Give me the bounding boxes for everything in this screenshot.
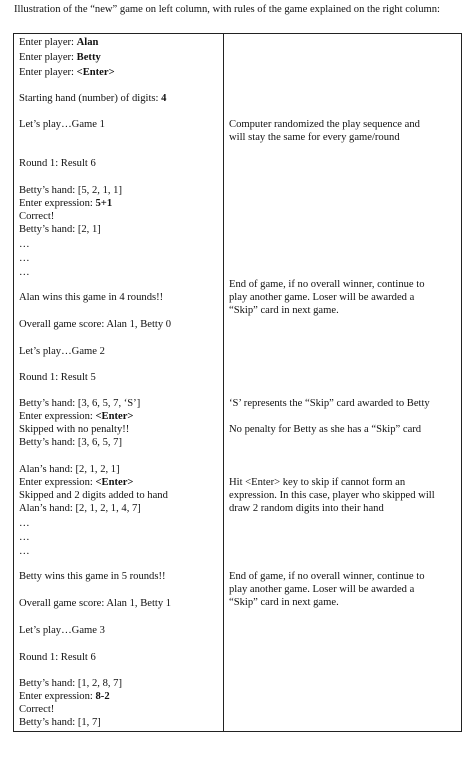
left-line-text: Round 1: Result 5 xyxy=(19,372,96,383)
left-line xyxy=(19,319,171,332)
left-line xyxy=(19,691,110,704)
left-line-text: Correct! xyxy=(19,211,55,222)
left-line xyxy=(19,424,129,437)
left-line xyxy=(19,93,166,106)
left-line-text: … xyxy=(19,518,30,529)
left-line-text: Enter expression: xyxy=(19,198,96,209)
left-line xyxy=(19,398,140,411)
left-line xyxy=(19,346,105,359)
caption: Illustration of the “new” game on left column, with rules of the game explained on the right column: xyxy=(14,4,440,15)
left-line xyxy=(19,198,112,211)
right-line: draw 2 random digits into their hand xyxy=(229,503,384,514)
left-line xyxy=(19,717,101,730)
left-line-text: … xyxy=(19,239,30,250)
left-line-text: Let’s play…Game 3 xyxy=(19,625,105,636)
left-line xyxy=(19,477,133,490)
left-line xyxy=(19,598,171,611)
left-line-text: Alan’s hand: [2, 1, 2, 1] xyxy=(19,464,120,475)
left-line xyxy=(19,253,30,266)
left-line xyxy=(19,185,122,198)
left-line xyxy=(19,704,54,717)
right-line: End of game, if no overall winner, continue to xyxy=(229,571,425,582)
left-line xyxy=(19,652,96,665)
left-line xyxy=(19,546,30,559)
left-line-text: Overall game score: Alan 1, Betty 1 xyxy=(19,598,172,609)
left-line-text: Starting hand (number) of digits: xyxy=(19,93,162,104)
left-line-input: Betty xyxy=(76,52,101,63)
left-line-text: Enter player: xyxy=(19,37,77,48)
left-line-text: Betty’s hand: [1, 7] xyxy=(19,717,101,728)
left-line xyxy=(19,678,122,691)
left-line-text: Overall game score: Alan 1, Betty 0 xyxy=(19,319,172,330)
left-line-input: 5+1 xyxy=(95,198,113,209)
left-line-text: Round 1: Result 6 xyxy=(19,158,96,169)
left-line xyxy=(19,67,115,80)
left-line xyxy=(19,571,166,584)
left-line-text: Let’s play…Game 2 xyxy=(19,346,105,357)
left-line xyxy=(19,503,141,516)
left-line-text: Alan wins this game in 4 rounds!! xyxy=(19,292,164,303)
left-line-input: <Enter> xyxy=(95,477,134,488)
left-line xyxy=(19,224,101,237)
left-line xyxy=(19,267,30,280)
left-line xyxy=(19,292,163,305)
left-line-text: Enter expression: xyxy=(19,477,96,488)
left-line-text: Enter expression: xyxy=(19,691,96,702)
left-line-text: Betty’s hand: [3, 6, 5, 7, ‘S’] xyxy=(19,398,141,409)
left-line-text: Round 1: Result 6 xyxy=(19,652,96,663)
right-line: expression. In this case, player who skipped will xyxy=(229,490,435,501)
left-line-input: <Enter> xyxy=(95,411,134,422)
left-line-text: Betty’s hand: [5, 2, 1, 1] xyxy=(19,185,122,196)
right-line: No penalty for Betty as she has a “Skip” card xyxy=(229,424,422,435)
left-line-text: Enter player: xyxy=(19,67,77,78)
left-line-text: … xyxy=(19,546,30,557)
right-line: Computer randomized the play sequence and xyxy=(229,119,420,130)
left-line-text: … xyxy=(19,253,30,264)
left-line-text: Betty’s hand: [1, 2, 8, 7] xyxy=(19,678,122,689)
left-line-text: Betty’s hand: [3, 6, 5, 7] xyxy=(19,437,122,448)
left-line-text: Betty wins this game in 5 rounds!! xyxy=(19,571,166,582)
left-line xyxy=(19,211,54,224)
left-line-text: … xyxy=(19,532,30,543)
left-line-text: Enter expression: xyxy=(19,411,96,422)
left-line xyxy=(19,52,101,65)
left-line-text: … xyxy=(19,267,30,278)
left-line-text: Alan’s hand: [2, 1, 2, 1, 4, 7] xyxy=(19,503,141,514)
left-line xyxy=(19,490,168,503)
left-line xyxy=(19,158,96,171)
left-line xyxy=(19,119,105,132)
right-line: play another game. Loser will be awarded a xyxy=(229,292,415,303)
left-line-input: Alan xyxy=(76,37,99,48)
game-table xyxy=(13,33,462,732)
column-divider xyxy=(223,34,224,731)
left-line-text: Let’s play…Game 1 xyxy=(19,119,105,130)
right-line: play another game. Loser will be awarded a xyxy=(229,584,415,595)
right-line: Hit <Enter> key to skip if cannot form an xyxy=(229,477,406,488)
left-line-text: Skipped with no penalty!! xyxy=(19,424,130,435)
right-line: ‘S’ represents the “Skip” card awarded to Betty xyxy=(229,398,430,409)
right-line: “Skip” card in next game. xyxy=(229,597,339,608)
left-line xyxy=(19,464,120,477)
left-line xyxy=(19,411,133,424)
left-line xyxy=(19,239,30,252)
left-line-input: 8-2 xyxy=(95,691,110,702)
left-line-text: Correct! xyxy=(19,704,55,715)
left-line-input: 4 xyxy=(161,93,167,104)
left-line xyxy=(19,372,96,385)
right-line: End of game, if no overall winner, continue to xyxy=(229,279,425,290)
right-line: will stay the same for every game/round xyxy=(229,132,400,143)
left-line xyxy=(19,37,98,50)
left-line xyxy=(19,532,30,545)
left-line-input: <Enter> xyxy=(76,67,115,78)
left-line xyxy=(19,518,30,531)
left-line-text: Skipped and 2 digits added to hand xyxy=(19,490,168,501)
left-line-text: Betty’s hand: [2, 1] xyxy=(19,224,101,235)
left-line xyxy=(19,625,105,638)
left-line xyxy=(19,437,122,450)
left-line-text: Enter player: xyxy=(19,52,77,63)
right-line: “Skip” card in next game. xyxy=(229,305,339,316)
